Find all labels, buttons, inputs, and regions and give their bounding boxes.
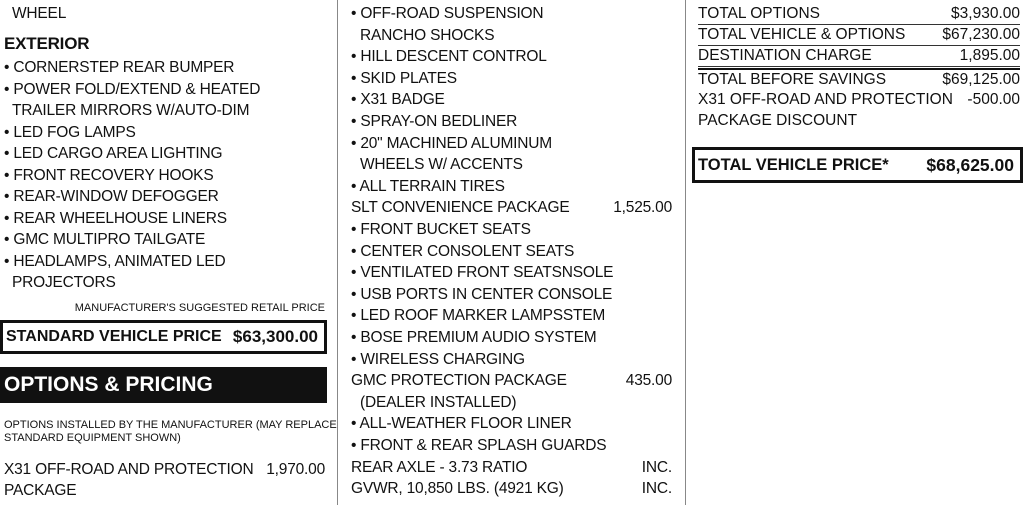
option-line: • CENTER CONSOLENT SEATS [351,242,575,260]
option-line: SLT CONVENIENCE PACKAGE [351,199,570,217]
summary-row [698,46,1020,67]
list-item: • LED FOG LAMPS [4,124,136,141]
summary-label: TOTAL OPTIONS [698,5,821,22]
summary-label: X31 OFF-ROAD AND PROTECTION [698,91,953,108]
exterior-heading: EXTERIOR [4,34,90,53]
option-line: • FRONT & REAR SPLASH GUARDS [351,437,607,454]
summary-row [698,68,1020,90]
list-item: • CORNERSTEP REAR BUMPER [4,59,235,76]
summary-row [698,4,1020,25]
option-line: • FRONT BUCKET SEATS [351,221,531,238]
option-line: • SKID PLATES [351,69,457,87]
option-line: • WIRELESS CHARGING [351,350,525,368]
summary-value: -500.00 [967,91,1020,108]
summary-value: $3,930.00 [951,5,1020,22]
summary-label: TOTAL BEFORE SAVINGS [698,71,887,88]
list-item: • REAR-WINDOW DEFOGGER [4,188,219,205]
list-item: • REAR WHEELHOUSE LINERS [4,210,227,227]
option-line: • VENTILATED FRONT SEATSNSOLE [351,264,614,282]
list-item: TRAILER MIRRORS W/AUTO-DIM [12,102,250,119]
list-item: • FRONT RECOVERY HOOKS [4,167,214,184]
list-item: • GMC MULTIPRO TAILGATE [4,231,206,248]
options-pricing-banner: OPTIONS & PRICING [0,367,327,403]
list-item: PROJECTORS [12,274,116,291]
x31-package-label-cont: PACKAGE [4,482,77,499]
option-price: INC. [641,458,672,476]
option-line: • 20" MACHINED ALUMINUM [351,134,552,152]
list-item: • LED CARGO AREA LIGHTING [4,145,223,162]
total-price-label: TOTAL VEHICLE PRICE* [698,155,889,174]
total-price-value: $68,625.00 [926,154,1014,175]
right-column [686,0,1024,505]
option-line: GMC PROTECTION PACKAGE [351,372,567,390]
msrp-caption: MANUFACTURER'S SUGGESTED RETAIL PRICE [74,302,325,314]
standard-price-box [0,320,327,354]
wheel-text: WHEEL [12,5,67,22]
left-column [0,0,338,505]
option-price: INC. [641,480,672,498]
summary-label: TOTAL VEHICLE & OPTIONS [698,26,906,43]
list-item: • POWER FOLD/EXTEND & HEATED [4,81,261,98]
options-note-line-2: STANDARD EQUIPMENT SHOWN) [4,432,181,444]
list-item: • HEADLAMPS, ANIMATED LED [4,253,226,270]
summary-row [698,25,1020,46]
total-price-box [692,147,1023,183]
summary-value: $67,230.00 [942,26,1020,43]
option-line: • OFF-ROAD SUSPENSION [351,5,544,22]
option-line: • ALL-WEATHER FLOOR LINER [351,415,572,433]
summary-label: DESTINATION CHARGE [698,47,872,64]
option-line: • ALL TERRAIN TIRES [351,177,505,195]
option-line: (DEALER INSTALLED) [360,393,517,411]
x31-package-label: X31 OFF-ROAD AND PROTECTION [4,461,254,478]
option-line: • SPRAY-ON BEDLINER [351,113,518,130]
option-line: • BOSE PREMIUM AUDIO SYSTEM [351,329,597,346]
options-note-line-1: OPTIONS INSTALLED BY THE MANUFACTURER (MAY REPLACE [4,419,337,431]
summary-label: PACKAGE DISCOUNT [698,112,858,129]
option-price: 435.00 [625,372,672,390]
summary-row [698,111,1020,131]
standard-price-label: STANDARD VEHICLE PRICE [6,328,222,345]
standard-price-value: $63,300.00 [232,327,318,346]
middle-column [338,0,686,505]
option-line: • LED ROOF MARKER LAMPSSTEM [351,307,606,325]
x31-package-price: 1,970.00 [266,461,325,478]
option-line: RANCHO SHOCKS [360,26,495,44]
option-line: WHEELS W/ ACCENTS [360,156,523,174]
option-line: • USB PORTS IN CENTER CONSOLE [351,285,613,303]
option-price: 1,525.00 [613,199,672,217]
option-line: • HILL DESCENT CONTROL [351,48,547,66]
option-line: • X31 BADGE [351,91,445,109]
option-line: GVWR, 10,850 LBS. (4921 KG) [351,480,564,498]
summary-value: 1,895.00 [959,47,1020,64]
option-line: REAR AXLE - 3.73 RATIO [351,458,528,476]
summary-row [698,90,1020,110]
summary-value: $69,125.00 [942,71,1020,88]
